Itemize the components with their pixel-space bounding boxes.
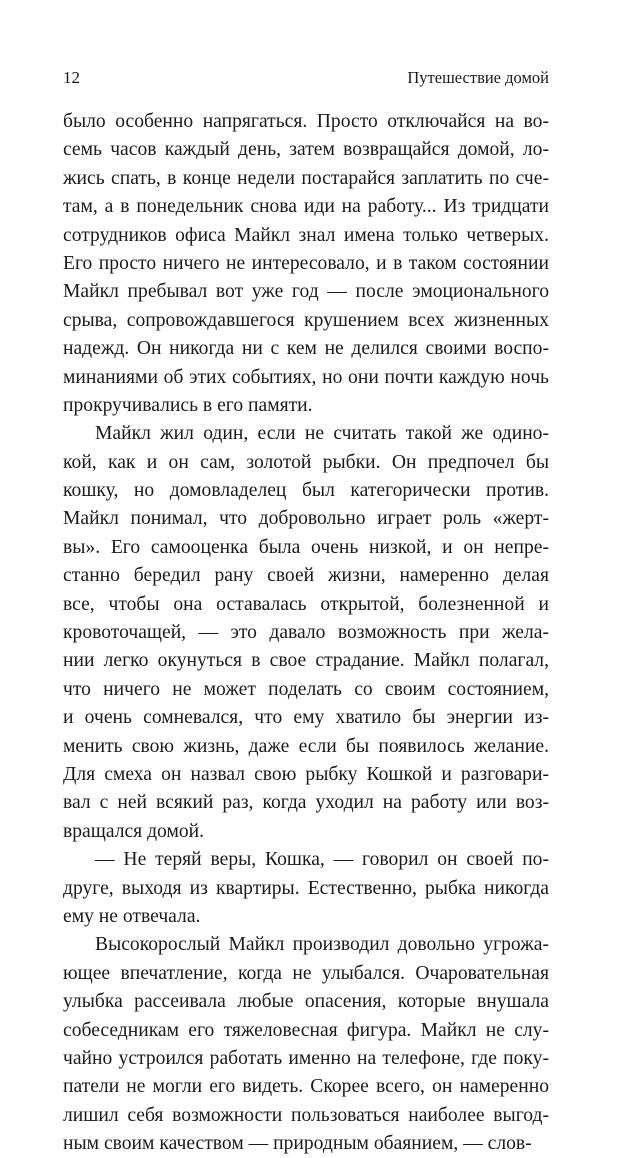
text-line: сотрудников офиса Майкл знал имена только четверых. bbox=[63, 224, 549, 246]
text-line: прокручивались в его памяти. bbox=[63, 394, 313, 416]
text-line: кошку, но домовладелец был категорически против. bbox=[63, 480, 549, 502]
text-line: жись спать, в конце недели постарайся заплатить по сче- bbox=[63, 167, 549, 189]
text-line: Высокорослый Майкл производил довольно угрожа- bbox=[95, 934, 549, 956]
text-line: менить свою жизнь, даже если бы появилось желание. bbox=[63, 735, 549, 757]
text-line: — Не теряй веры, Кошка, — говорил он своей по- bbox=[95, 849, 549, 871]
running-title: Путешествие домой bbox=[407, 68, 549, 87]
text-line: надежд. Он никогда ни с кем не делился своими воспо- bbox=[63, 338, 549, 360]
text-line: вращался домой. bbox=[63, 820, 205, 842]
text-line: вы». Его самооценка была очень низкой, и он непре- bbox=[63, 536, 549, 558]
text-line: все, чтобы она оставалась открытой, болезненной и bbox=[63, 593, 549, 615]
text-line: что ничего не может поделать со своим состоянием, bbox=[63, 678, 549, 700]
text-line: Майкл понимал, что добровольно играет роль «жерт- bbox=[63, 508, 549, 530]
text-line: Его просто ничего не интересовало, и в таком состоянии bbox=[63, 252, 549, 274]
paragraph bbox=[63, 846, 549, 931]
text-line: вал с ней всякий раз, когда уходил на работу или воз- bbox=[63, 792, 549, 814]
paragraph bbox=[63, 108, 549, 420]
text-line: ющее впечатление, когда не улыбался. Очаровательная bbox=[63, 962, 549, 984]
text-line: ему не отвечала. bbox=[63, 905, 201, 927]
text-line: там, а в понедельник снова иди на работу... Из тридцати bbox=[63, 196, 549, 218]
text-line: Майкл пребывал вот уже год — после эмоционального bbox=[63, 281, 549, 303]
text-line: собеседникам его тяжеловесная фигура. Майкл не слу- bbox=[63, 1019, 549, 1041]
text-line: семь часов каждый день, затем возвращайся домой, ло- bbox=[63, 139, 549, 161]
text-line: срыва, сопровождавшегося крушением всех жизненных bbox=[63, 309, 549, 331]
text-line: патели не могли его видеть. Скорее всего, он намеренно bbox=[63, 1076, 549, 1098]
page-header bbox=[63, 66, 549, 90]
text-line: Майкл жил один, если не считать такой же одино- bbox=[95, 423, 549, 445]
text-line: улыбка рассеивала любые опасения, которые внушала bbox=[63, 991, 549, 1013]
body-text bbox=[63, 108, 549, 1158]
page-number: 12 bbox=[63, 68, 80, 87]
text-line: кой, как и он сам, золотой рыбки. Он предпочел бы bbox=[63, 451, 549, 473]
paragraph bbox=[63, 420, 549, 846]
text-line: станно бередил рану своей жизни, намеренно делая bbox=[63, 565, 549, 587]
text-line: Для смеха он назвал свою рыбку Кошкой и разговари- bbox=[63, 763, 549, 785]
text-line: лишил себя возможности пользоваться наиболее выгод- bbox=[63, 1104, 549, 1126]
text-line: друге, выходя из квартиры. Естественно, рыбка никогда bbox=[63, 877, 549, 899]
text-line: чайно устроился работать именно на телефоне, где поку- bbox=[63, 1047, 549, 1069]
text-line: и очень сомневался, что ему хватило бы энергии из- bbox=[63, 707, 549, 729]
text-line: было особенно напрягаться. Просто отключайся на во- bbox=[63, 111, 549, 132]
text-line: кровоточащей, — это давало возможность при жела- bbox=[63, 622, 549, 644]
paragraph bbox=[63, 931, 549, 1158]
text-line: минаниями об этих событиях, но они почти каждую ночь bbox=[63, 366, 549, 388]
text-line: нии легко окунуться в свое страдание. Майкл полагал, bbox=[63, 650, 549, 672]
text-line: ным своим качеством — природным обаянием, — слов- bbox=[63, 1133, 532, 1155]
